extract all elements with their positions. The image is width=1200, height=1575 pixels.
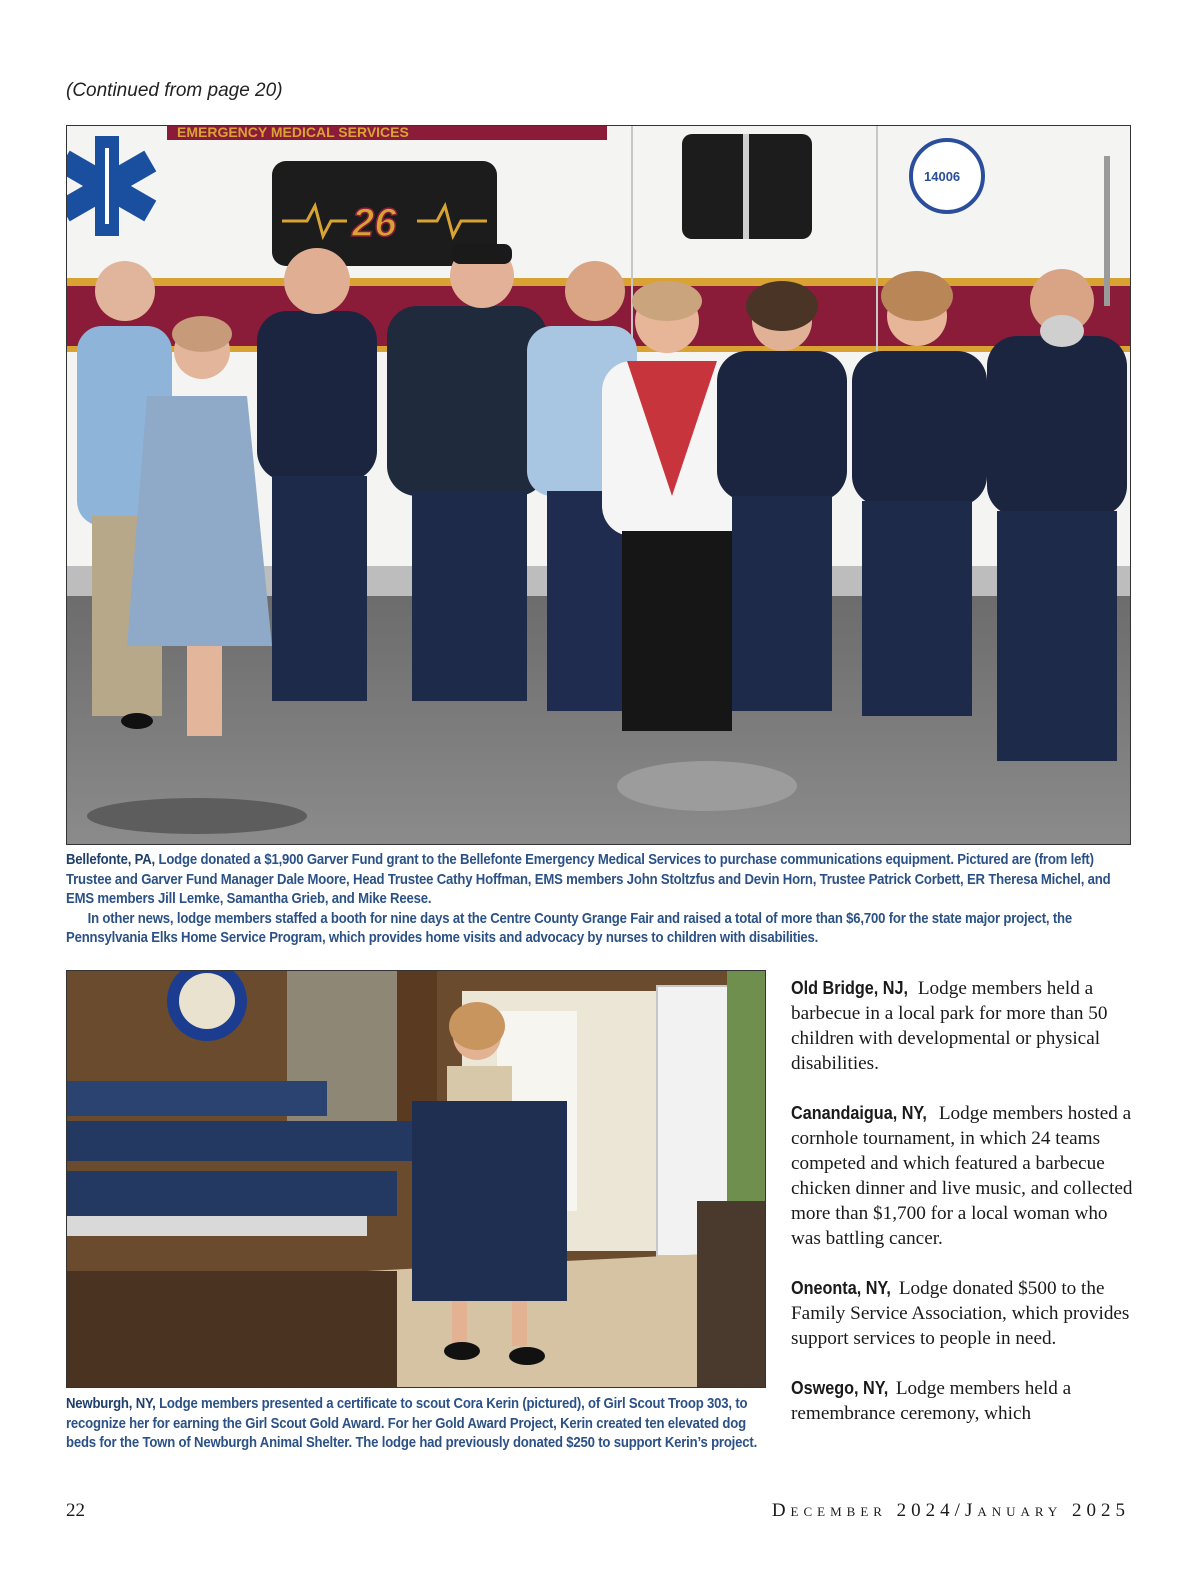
news-place: Oswego, NY, bbox=[791, 1378, 889, 1398]
news-item-oneonta bbox=[791, 1276, 1136, 1351]
ems-group-photo bbox=[66, 125, 1131, 845]
ambulance-lettering: EMERGENCY MEDICAL SERVICES bbox=[177, 126, 409, 140]
page-number: 22 bbox=[66, 1500, 85, 1521]
continued-note: (Continued from page 20) bbox=[66, 80, 283, 101]
person-john-stoltzfus bbox=[257, 248, 377, 701]
caption-place-newburgh: Newburgh, NY, bbox=[66, 1396, 156, 1412]
scout-dog-beds-photo bbox=[66, 970, 766, 1388]
news-place: Canandaigua, NY, bbox=[791, 1103, 927, 1123]
bottom-photo-caption bbox=[66, 1395, 764, 1454]
top-photo-caption bbox=[66, 851, 1128, 949]
issue-date: December 2024/January 2025 bbox=[771, 1500, 1130, 1521]
caption-text-newburgh: Lodge members presented a certificate to scout Cora Kerin (pictured), of Girl Scout Troop 303, to recognize her for earning the Girl Scout Gold Award. For her Gold Award Project, Kerin created ten elevated dog beds for the Town of Newburgh Animal Shelter. The lodge had previously donated $250 to support Kerin’s project. bbox=[66, 1396, 758, 1451]
news-item-canandaigua bbox=[791, 1101, 1136, 1251]
news-text: Lodge members held a remembrance ceremony, which bbox=[791, 1378, 1072, 1424]
unit-number: 26 bbox=[352, 201, 397, 245]
caption-place-bellefonte: Bellefonte, PA, bbox=[66, 852, 156, 868]
news-place: Oneonta, NY, bbox=[791, 1278, 891, 1298]
badge-number: 14006 bbox=[924, 169, 961, 184]
news-text: Lodge donated $500 to the Family Service Association, which provides support services to people in need. bbox=[791, 1278, 1130, 1349]
caption-text-bellefonte: Lodge donated a $1,900 Garver Fund grant to the Bellefonte Emergency Medical Services to purchase communications equipment. Pictured are (from left) Trustee and Garver Fund Manager Dale Moore, Head Trustee Cathy Hoffman, EMS members John Stoltzfus and Devin Horn, Trustee Patrick Corbett, ER Theresa Michel, and EMS members Jill Lemke, Samantha Grieb, and Mike Reese. bbox=[66, 852, 1111, 907]
news-text: Lodge members held a barbecue in a local park for more than 50 children with developmental or physical disabilities. bbox=[791, 978, 1108, 1074]
caption-text-grange-fair: In other news, lodge members staffed a booth for nine days at the Centre County Grange Fair and raised a total of more than $6,700 for the state major project, the Pennsylvania Elks Home Service Program, which provides home visits and advocacy by nurses to children with disabilities. bbox=[66, 910, 1073, 946]
lodge-news-column bbox=[791, 976, 1136, 1451]
person-mike-reese bbox=[987, 269, 1127, 761]
news-item-old-bridge bbox=[791, 976, 1136, 1076]
news-place: Old Bridge, NJ, bbox=[791, 978, 909, 998]
news-item-oswego bbox=[791, 1376, 1136, 1426]
news-text: Lodge members hosted a cornhole tournament, in which 24 teams competed and which featured a barbecue chicken dinner and live music, and collected more than $1,700 for a local woman who was battling cancer. bbox=[791, 1103, 1133, 1249]
